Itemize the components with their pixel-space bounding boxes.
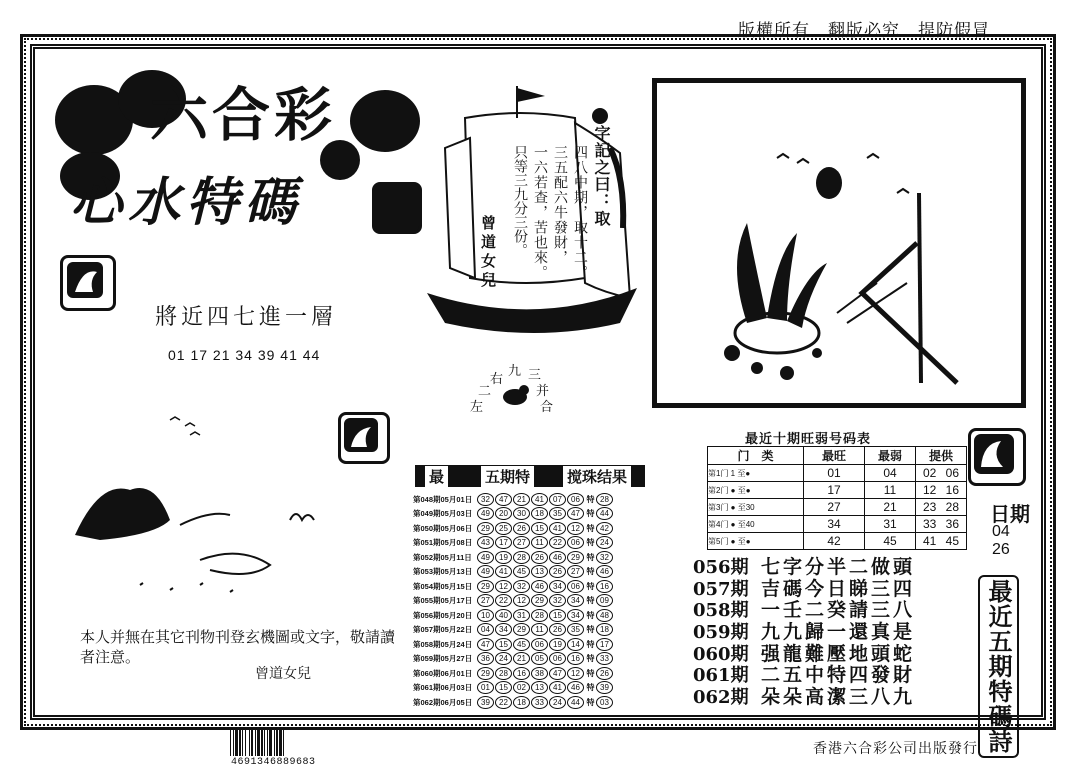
result-special-ball: 09 [596,594,613,607]
special-label: 特 [586,581,595,591]
result-ball: 28 [513,551,530,564]
result-row [413,536,645,551]
result-ball: 39 [477,696,494,709]
result-row [413,608,645,623]
result-row [413,666,645,681]
result-ball: 28 [531,609,548,622]
hc-cold: 45 [865,533,916,550]
hc-cold: 21 [865,499,916,516]
barcode-bar [235,730,238,756]
hc-row [708,516,967,533]
result-row [413,565,645,580]
result-ball: 06 [567,580,584,593]
result-ball: 12 [495,580,512,593]
poem-period: 060期 [693,643,749,665]
result-ball: 29 [477,667,494,680]
result-period: 第062期06月05日 [413,697,473,707]
result-period: 第058期05月24日 [413,639,473,649]
ship-riddle [512,125,611,305]
decor-blob [350,90,420,152]
result-special-ball: 46 [596,565,613,578]
position-labels [470,360,560,420]
result-ball: 06 [549,652,566,665]
poem-text: 九九歸一還真是 [761,621,916,644]
number-list: 01 17 21 34 39 41 44 [168,347,321,363]
result-row [413,521,645,536]
result-ball: 17 [495,536,512,549]
result-ball: 46 [567,681,584,694]
label-left: 左 [470,400,484,415]
result-ball: 16 [567,652,584,665]
label-three: 三 [528,368,542,383]
result-ball: 06 [531,638,548,651]
hc-tip: 23 28 [916,499,967,516]
result-ball: 27 [513,536,530,549]
label-two: 二 [478,384,492,399]
hc-row [708,465,967,482]
notice-signature: 曾道女兒 [255,666,311,682]
result-ball: 35 [567,623,584,636]
result-ball: 47 [567,507,584,520]
barcode-bar [279,730,282,756]
author-vertical: 曾道女兒 [479,215,497,291]
result-ball: 47 [477,638,494,651]
result-ball: 11 [531,623,548,636]
result-period: 第050期05月06日 [413,523,473,533]
result-ball: 32 [477,493,494,506]
special-label: 特 [586,523,595,533]
result-ball: 31 [513,609,530,622]
result-ball: 33 [531,696,548,709]
result-ball: 47 [495,493,512,506]
result-ball: 29 [531,594,548,607]
result-ball: 18 [531,507,548,520]
result-ball: 22 [495,696,512,709]
result-ball: 40 [495,609,512,622]
result-ball: 29 [567,551,584,564]
result-row [413,637,645,652]
date-day: 26 [992,541,1010,558]
riddle-line: 四八中期，取十二。 [572,145,588,280]
result-ball: 41 [549,522,566,535]
result-ball: 01 [477,681,494,694]
result-ball: 18 [513,696,530,709]
hc-cold: 11 [865,482,916,499]
poem-text: 七字分半二做頭 [761,556,916,578]
rooster-icon [968,428,1026,486]
result-special-ball: 18 [596,623,613,636]
result-ball: 25 [495,522,512,535]
result-ball: 15 [495,681,512,694]
result-ball: 30 [513,507,530,520]
result-ball: 29 [477,522,494,535]
hc-tip: 12 16 [916,482,967,499]
result-period: 第048期05月01日 [413,494,473,504]
poem-row [693,552,916,578]
result-period: 第057期05月22日 [413,625,473,635]
result-ball: 41 [531,493,548,506]
hc-door: 第5门 ● 至● [708,533,804,550]
result-ball: 49 [477,507,494,520]
barcode-bar [242,730,243,756]
poem-text: 强龍難壓地頭蛇 [761,642,916,665]
result-ball: 26 [549,623,566,636]
special-label: 特 [586,567,595,577]
result-ball: 49 [477,551,494,564]
result-period: 第055期05月17日 [413,596,473,606]
poem-row [693,574,916,600]
hc-header-tip: 提供 [916,447,967,465]
result-special-ball: 03 [596,696,613,709]
barcode-bar [251,730,253,756]
result-ball: 13 [531,565,548,578]
barcode-bar [239,730,241,756]
result-ball: 34 [495,623,512,636]
barcode-bar [249,730,250,756]
poem-period: 057期 [693,578,749,600]
result-ball: 06 [567,493,584,506]
poem-period: 062期 [693,687,749,709]
result-row [413,579,645,594]
result-ball: 26 [549,565,566,578]
hc-door: 第2门 ● 至● [708,482,804,499]
barcode [228,730,328,756]
riddle-line: 三五配六牛發財， [552,145,568,265]
landscape-sketch [60,410,360,610]
special-label: 特 [586,538,595,548]
result-ball: 06 [567,536,584,549]
results-table [413,492,645,710]
result-ball: 07 [549,493,566,506]
hot-cold-table [707,446,967,550]
result-ball: 41 [495,565,512,578]
result-row [413,623,645,638]
poem-row [693,639,916,665]
result-ball: 34 [567,609,584,622]
result-ball: 16 [513,667,530,680]
poem-row [693,682,916,709]
tiger-icon [500,382,530,408]
special-label: 特 [586,552,595,562]
result-period: 第049期05月03日 [413,509,473,519]
result-period: 第051期05月08日 [413,538,473,548]
results-header-prefix: 最 [425,466,448,487]
result-ball: 35 [549,507,566,520]
hc-cold: 31 [865,516,916,533]
result-ball: 34 [567,594,584,607]
barcode-bar [230,730,231,756]
label-and: 并 [536,384,550,399]
result-ball: 32 [513,580,530,593]
hc-hot: 27 [804,499,865,516]
result-ball: 11 [531,536,548,549]
result-period: 第052期05月11日 [413,552,472,562]
result-period: 第059期05月27日 [413,654,473,664]
publisher: 香港六合彩公司出版發行 [813,741,978,757]
barcode-bar [261,730,263,756]
result-ball: 38 [531,667,548,680]
poem-period: 056期 [693,557,749,578]
result-period: 第061期06月03日 [413,683,473,693]
result-row [413,492,645,507]
result-ball: 20 [495,507,512,520]
special-label: 特 [586,509,595,519]
riddle-line: 只等三九分三份。 [512,145,528,257]
special-label: 特 [586,668,595,678]
hot-cold-title: 最近十期旺弱号码表 [745,432,872,447]
result-ball: 29 [477,580,494,593]
label-right: 右 [490,372,504,387]
notice-text: 本人并無在其它刊物刊登玄機圖或文字，敬請讀者注意。 [80,628,396,666]
bird-icon [60,255,116,311]
poem-row [693,595,916,622]
special-label: 特 [586,654,595,664]
poem-text: 吉碼今日睇三四 [761,577,916,600]
barcode-bar [264,730,265,756]
hc-row [708,499,967,516]
date-label: 日期 [990,502,1030,526]
result-ball: 24 [495,652,512,665]
result-special-ball: 32 [596,551,613,564]
poem-text: 一壬二癸請三八 [761,599,916,622]
result-ball: 27 [477,594,494,607]
hc-header-door: 门 类 [708,447,804,465]
poem-text: 朵朵高潔三八九 [761,686,916,709]
result-ball: 47 [549,667,566,680]
copyright-notice: 版權所有 翻版必究 提防假冒 [738,21,990,41]
masthead-subtitle: 心水特碼 [70,173,303,233]
riddle-line: 一六若查，苦也來。 [532,145,548,280]
hc-hot: 17 [804,482,865,499]
poem-row [693,660,916,687]
emblem-icon [372,182,422,234]
result-ball: 12 [567,667,584,680]
barcode-bar [255,730,256,756]
riddle-title: 字記之曰：取 [592,125,611,227]
result-row [413,652,645,667]
result-ball: 02 [513,681,530,694]
result-row [413,695,645,710]
poem-period: 058期 [693,600,749,622]
poem-period: 059期 [693,622,749,644]
label-nine: 九 [508,364,522,379]
hc-hot: 42 [804,533,865,550]
poem-period: 061期 [693,665,749,687]
illustration-box [652,78,1026,408]
result-period: 第060期06月01日 [413,668,473,678]
date-value [992,523,1010,559]
result-ball: 41 [549,681,566,694]
special-label: 特 [586,596,595,606]
barcode-bar [283,730,284,756]
label-combine: 合 [540,400,554,415]
barcode-bar [257,730,260,756]
result-period: 第056期05月20日 [413,610,473,620]
result-special-ball: 17 [596,638,613,651]
poem-row [693,617,916,644]
hc-tip: 02 06 [916,465,967,482]
result-row [413,681,645,696]
barcode-bar [269,730,272,756]
barcode-number: 4691346889683 [231,757,316,768]
result-ball: 45 [513,565,530,578]
result-ball: 26 [531,551,548,564]
barcode-bar [276,730,278,756]
hc-hot: 01 [804,465,865,482]
result-ball: 24 [549,696,566,709]
result-ball: 49 [477,565,494,578]
barcode-bar [233,730,234,756]
result-ball: 14 [567,638,584,651]
result-ball: 28 [495,667,512,680]
special-label: 特 [586,697,595,707]
hc-door: 第3门 ● 至30 [708,499,804,516]
hc-header-cold: 最弱 [865,447,916,465]
result-ball: 15 [549,609,566,622]
barcode-bar [245,730,246,756]
result-ball: 19 [549,638,566,651]
result-ball: 32 [549,594,566,607]
result-ball: 21 [513,493,530,506]
special-label: 特 [586,494,595,504]
poem-list [693,552,916,709]
result-ball: 21 [513,652,530,665]
result-special-ball: 48 [596,609,613,622]
special-label: 特 [586,683,595,693]
result-ball: 04 [477,623,494,636]
special-label: 特 [586,625,595,635]
hc-door: 第1门 1 至● [708,465,804,482]
result-ball: 34 [549,580,566,593]
result-ball: 43 [477,536,494,549]
results-header-suffix: 搅珠结果 [563,466,631,487]
hc-door: 第4门 ● 至40 [708,516,804,533]
result-ball: 29 [513,623,530,636]
hc-hot: 34 [804,516,865,533]
result-special-ball: 16 [596,580,613,593]
result-ball: 26 [513,522,530,535]
hc-cold: 04 [865,465,916,482]
special-label: 特 [586,610,595,620]
hc-row [708,482,967,499]
result-ball: 46 [549,551,566,564]
special-label: 特 [586,639,595,649]
result-ball: 22 [495,594,512,607]
result-special-ball: 39 [596,681,613,694]
result-ball: 27 [567,565,584,578]
result-row [413,594,645,609]
result-ball: 44 [567,696,584,709]
date-month: 04 [992,523,1010,540]
slogan: 將近四七進一層 [155,305,338,330]
poem-side-label: 最近五期特碼詩 [978,575,1019,758]
result-ball: 10 [477,609,494,622]
result-ball: 45 [513,638,530,651]
result-ball: 36 [477,652,494,665]
hc-header-hot: 最旺 [804,447,865,465]
results-header [415,465,645,487]
result-ball: 19 [495,551,512,564]
result-ball: 15 [495,638,512,651]
hc-row [708,533,967,550]
result-ball: 12 [513,594,530,607]
masthead-title: 六合彩 [150,81,337,149]
result-ball: 05 [531,652,548,665]
result-special-ball: 42 [596,522,613,535]
result-row [413,507,645,522]
result-special-ball: 26 [596,667,613,680]
result-ball: 46 [531,580,548,593]
result-special-ball: 24 [596,536,613,549]
result-period: 第053期05月13日 [413,567,473,577]
poem-text: 二五中特四發財 [761,664,916,687]
result-special-ball: 28 [596,493,613,506]
result-ball: 15 [531,522,548,535]
hc-tip: 41 45 [916,533,967,550]
result-period: 第054期05月15日 [413,581,473,591]
result-ball: 12 [567,522,584,535]
result-row [413,550,645,565]
barcode-bar [267,730,268,756]
result-ball: 22 [549,536,566,549]
result-special-ball: 33 [596,652,613,665]
result-special-ball: 44 [596,507,613,520]
results-header-label: 五期特 [481,466,534,487]
result-ball: 13 [531,681,548,694]
hc-tip: 33 36 [916,516,967,533]
garden-illustration [657,83,1021,403]
barcode-bar [274,730,275,756]
